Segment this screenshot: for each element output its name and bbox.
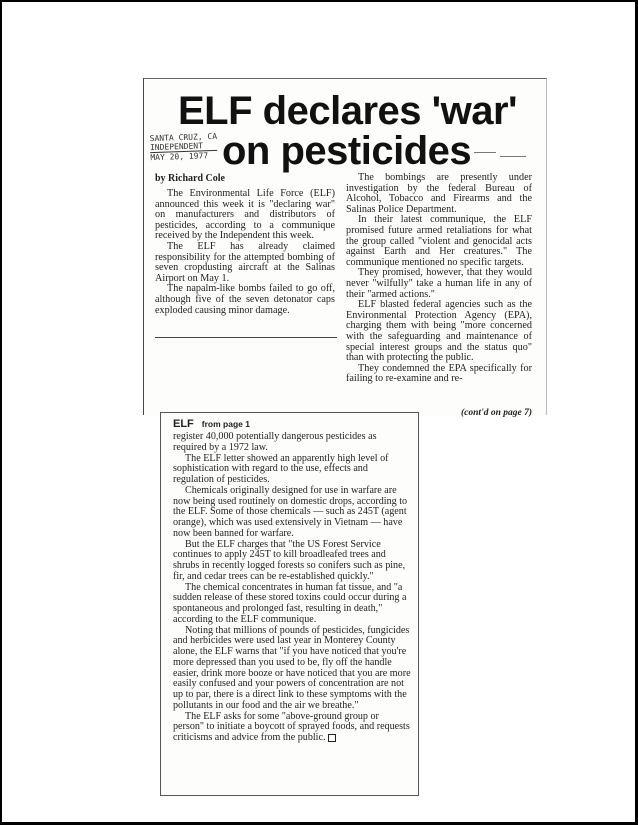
paragraph: register 40,000 potentially dangerous pesticides as required by a 1972 law. [173, 431, 377, 453]
paragraph-last [173, 712, 411, 744]
stamp-date: MAY 20, 1977 [150, 151, 209, 163]
headline [178, 91, 538, 171]
scan-border-top [0, 0, 638, 2]
continued-note: (cont'd on page 7) [461, 408, 532, 418]
paragraph: The ELF has already claimed responsibility for the attempted bombing of seven cropdusting aircraft at the Salinas Airport on May 1. [155, 240, 335, 284]
jump-header [173, 418, 250, 430]
paragraph: Chemicals originally designed for use in warfare are now being used routinely on domestic drops, according to the ELF. Some of those chemicals — such as 245T (agent orange), which was used extensively in Vietnam — have now been banned for warfare. [173, 484, 408, 539]
paragraph: ELF blasted federal agencies such as the Environmental Protection Agency (EPA), charging them with being "more concerned with the safeguarding and maintenance of special interest groups and the status quo" than with protecting the public. [346, 299, 532, 364]
scan-border-left [0, 0, 2, 825]
paragraph: Noting that millions of pounds of pesticides, fungicides and herbicides were used last year in Monterey County alone, the ELF warns that "if you have noticed that you're more depressed than you used to be, fly off the handle easier, drink more booze or have noticed that you are more easily confused and your powers of concentration are not up to par, there is a direct link to these symptoms with the pollutants in our food and the air we breathe." [173, 624, 411, 711]
paragraph: The chemical concentrates in human fat tissue, and "a sudden release of these stored toxins could occur during a spontaneous and prolonged fast, resulting in death," according to the ELF communique. [173, 581, 407, 625]
paragraph: The napalm-like bombs failed to go off, although five of the seven detonator caps exploded causing minor damage. [155, 283, 335, 316]
jump-column [173, 432, 411, 744]
jump-label: ELF [173, 418, 194, 430]
source-stamp [150, 132, 218, 162]
handwritten-dash [500, 156, 526, 157]
stamp-paper: INDEPENDENT [150, 141, 218, 153]
paragraph: In their latest communique, the ELF promised future armed retaliations for what the group called "violent and genocidal acts against Earth and Her creatures." The communique mentioned no specific targets. [346, 214, 532, 268]
end-mark-icon [328, 734, 336, 742]
paragraph: The ELF letter showed an apparently high level of sophistication with regard to the use, effects and regulation of pesticides. [173, 452, 389, 485]
headline-line-1: ELF declares 'war' [178, 89, 518, 133]
paragraph: The Environmental Life Force (ELF) announced this week it is "declaring war" on manufacturers and distributors of pesticides, according to a communique received by the Independent this week. [155, 188, 335, 242]
article-column-1 [155, 189, 335, 316]
paragraph: They promised, however, that they would never "wilfully" take a human life in any of their "armed actions." [346, 267, 532, 300]
handwritten-dash [474, 152, 496, 153]
stamp-city: SANTA CRUZ, CA [149, 131, 218, 144]
jump-from: from page 1 [201, 419, 250, 429]
paragraph-text: The ELF asks for some "above-ground group or person" to initiate a boycott of sprayed foods, and requests criticisms and advice from the public. [173, 710, 410, 743]
headline-line-2: on pesticides [222, 129, 472, 173]
byline: by Richard Cole [155, 173, 225, 184]
column-rule [155, 337, 337, 338]
paragraph: They condemned the EPA specifically for failing to re-examine and re- [346, 362, 532, 385]
paragraph: The bombings are presently under investigation by the federal Bureau of Alcohol, Tobacco and Firearms and the Salinas Police Department. [346, 172, 532, 215]
article-column-2 [346, 173, 532, 385]
paragraph: But the ELF charges that "the US Forest Service continues to apply 245T to kill broadleafed trees and shrubs in recently logged forests so conifers such as pine, fir, and cedar trees can be re-established quickly." [173, 538, 406, 582]
